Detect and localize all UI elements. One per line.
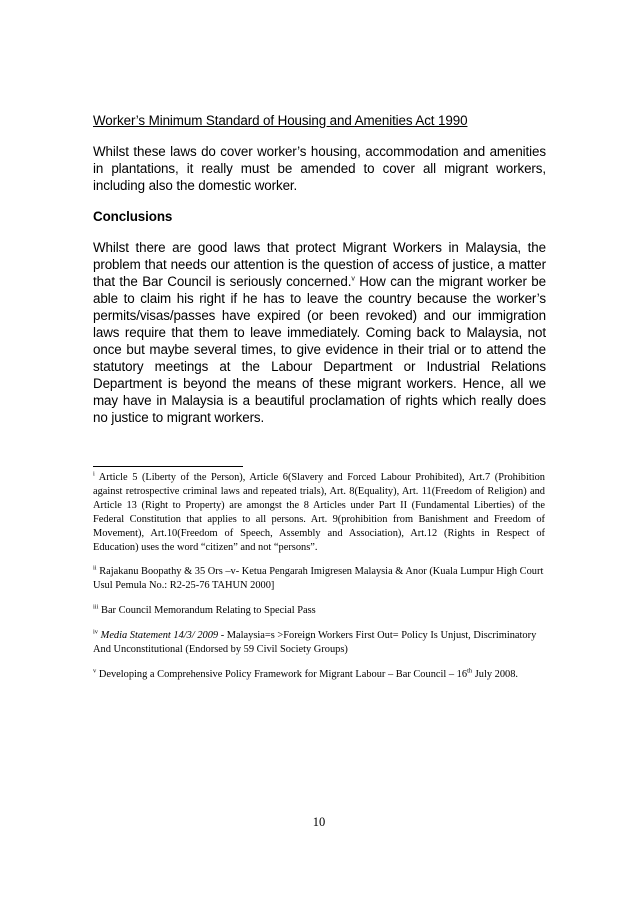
footnote-text: Bar Council Memorandum Relating to Special Pass xyxy=(98,605,316,617)
paragraph-conclusions xyxy=(93,239,546,426)
footnote-text: Rajakanu Boopathy & 35 Ors –v- Ketua Pengarah Imigresen Malaysia & Anor (Kuala Lumpur High Court Usul Pemula No.: R2-25-76 TAHUN 2000] xyxy=(93,566,544,592)
footnote-italic-text: Media Statement 14/3/ 2009 xyxy=(98,630,219,642)
footnote-marker: v xyxy=(93,667,97,675)
footnote-marker: i xyxy=(93,470,95,478)
footnote-ii xyxy=(93,565,545,593)
section-heading: Worker’s Minimum Standard of Housing and Amenities Act 1990 xyxy=(93,113,468,128)
footnote-i xyxy=(93,471,545,554)
footnote-marker: ii xyxy=(93,564,97,572)
conclusions-text-2: How can the migrant worker be able to claim his right if he has to leave the country because the worker’s permits/visas/passes have expired (or been revoked) and our immigration laws require that them to leave immediately. Coming back to Malaysia, not once but maybe several times, to give evidence in their trial or to attend the statutory meetings at the Labour Department or Industrial Relations Department is beyond the means of these migrant workers. Hence, all we may have in Malaysia is a beautiful proclamation of rights which really does no justice to migrant workers. xyxy=(93,274,546,425)
footnote-text: - Malaysia=s >Foreign Workers First Out= Policy Is Unjust, Discriminatory And Unconstitutional (Endorsed by 59 Civil Society Groups) xyxy=(93,630,537,656)
footnote-iii xyxy=(93,604,545,618)
page-number: 10 xyxy=(312,815,326,829)
footnote-text-end: July 2008. xyxy=(472,668,519,680)
footnote-iv xyxy=(93,629,545,657)
footnote-text: Developing a Comprehensive Policy Framework for Migrant Labour – Bar Council – 16 xyxy=(96,668,468,680)
body-text xyxy=(93,112,546,440)
paragraph-housing: Whilst these laws do cover worker’s housing, accommodation and amenities in plantations, it really must be amended to cover all migrant workers, including also the domestic worker. xyxy=(93,144,546,193)
footnote-ordinal-suffix: th xyxy=(467,667,473,675)
footnote-text: Article 5 (Liberty of the Person), Article 6(Slavery and Forced Labour Prohibited), Art.7 (Prohibition against retrospective criminal laws and repeated trials), Art. 8(Equality), Art. 11(Freedom of Religion) and Article 13 (Right to Property) are amongst the 8 Articles under Part II (Fundamental Liberties) of the Federal Constitution that applies to all persons. Art. 9(prohibition from Banishment and Freedom of Movement), Art.10(Freedom of Speech, Assembly and Association), Art.12 (Rights in Respect of Education) uses the word “citizen” and not “persons”. xyxy=(93,472,545,553)
conclusions-text-1: Whilst there are good laws that protect Migrant Workers in Malaysia, the problem that needs our attention is the question of access of justice, a matter that the Bar Council is seriously concerned. xyxy=(93,240,546,289)
footnote-v xyxy=(93,668,545,682)
footnote-marker: iii xyxy=(93,603,99,611)
footnote-ref-v: v xyxy=(351,275,355,283)
conclusions-heading: Conclusions xyxy=(93,209,173,224)
footnote-separator xyxy=(93,466,243,467)
footnote-marker: iv xyxy=(93,628,99,636)
footnotes xyxy=(93,471,545,693)
